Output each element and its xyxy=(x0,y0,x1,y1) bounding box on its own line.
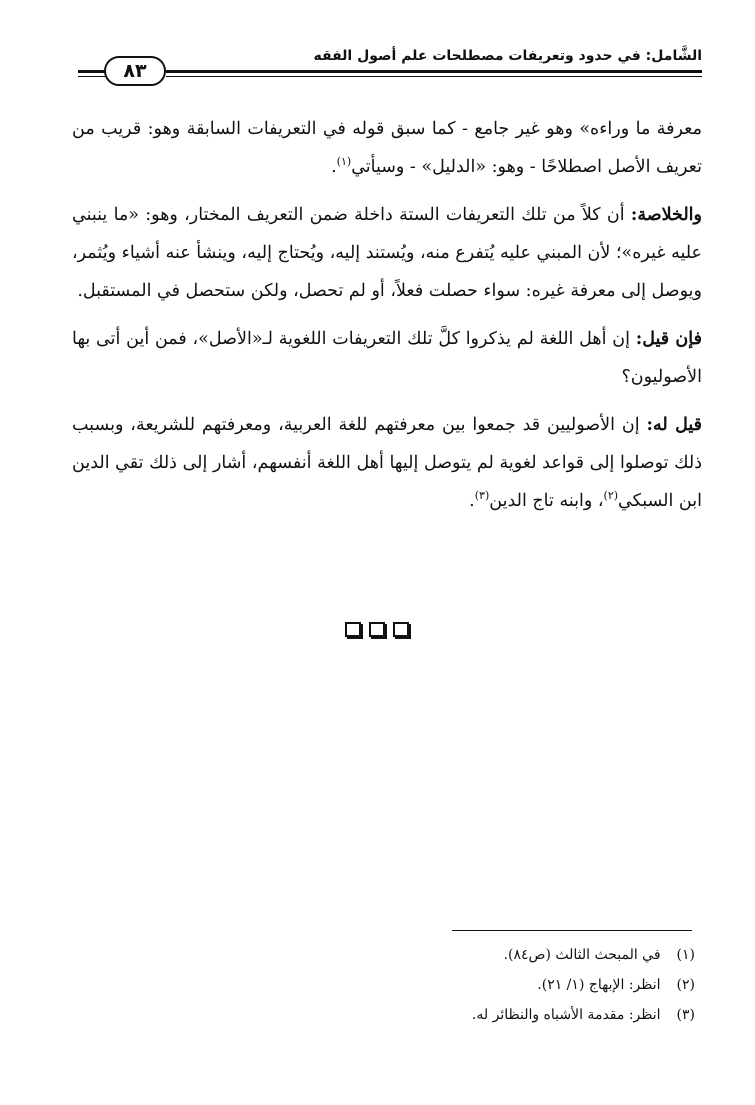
paragraph-lead: فإن قيل: xyxy=(635,329,702,349)
footnote-number: (١) xyxy=(676,947,695,963)
footnote-rule xyxy=(452,930,692,931)
paragraph-mid: ، وابنه تاج الدين xyxy=(489,491,604,511)
separator-square-icon xyxy=(369,622,385,637)
header-rule-left-thick xyxy=(78,70,106,73)
footnote-2 xyxy=(295,970,695,1000)
page-number xyxy=(104,56,166,86)
footnote-text: في المبحث الثالث (ص٨٤). xyxy=(503,947,661,963)
paragraph-text: معرفة ما وراءه» وهو غير جامع - كما سبق قوله في التعريفات السابقة وهو: قريب من تعريف الأصل اصطلاحًا - وهو: «الدليل» - وسيأتي xyxy=(72,119,702,177)
footnote-1 xyxy=(295,940,695,970)
footnote-ref-1: (١) xyxy=(336,155,352,169)
running-title: الشَّامل: في حدود وتعريفات مصطلحات علم أصول الفقه xyxy=(313,48,702,64)
footnote-text: انظر: مقدمة الأشباه والنظائر له. xyxy=(471,1007,661,1023)
section-separator xyxy=(345,622,409,637)
header-rule-thick xyxy=(166,70,702,73)
footnote-number: (٣) xyxy=(676,1007,695,1023)
footnote-ref-3: (٣) xyxy=(474,489,490,503)
header-rule-thin xyxy=(166,76,702,77)
header-rule-left-thin xyxy=(78,76,106,77)
paragraph-text: إن الأصوليين قد جمعوا بين معرفتهم للغة العربية، ومعرفتهم للشريعة، وبسبب ذلك توصلوا إلى قواعد لغوية لم يتوصل إليها أهل اللغة أنفسهم، أشار إلى ذلك تقي الدين ابن السبكي xyxy=(72,415,702,511)
page-number-text: ٨٣ xyxy=(123,60,147,82)
paragraph-question xyxy=(72,320,702,396)
paragraph-tail: . xyxy=(469,491,475,511)
footnotes xyxy=(295,940,695,1030)
paragraph-lead: قيل له: xyxy=(646,415,702,435)
paragraph-summary xyxy=(72,196,702,310)
body-text xyxy=(72,110,702,530)
footnote-number: (٢) xyxy=(676,977,695,993)
footnote-3 xyxy=(295,1000,695,1030)
footnote-text: انظر: الإبهاج (١/ ٢١). xyxy=(537,977,661,993)
paragraph-tail: . xyxy=(331,157,337,177)
paragraph-continuation xyxy=(72,110,702,186)
paragraph-answer xyxy=(72,406,702,520)
separator-square-icon xyxy=(393,622,409,637)
paragraph-lead: والخلاصة: xyxy=(630,205,702,225)
separator-square-icon xyxy=(345,622,361,637)
paragraph-text: أن كلاً من تلك التعريفات الستة داخلة ضمن التعريف المختار، وهو: «ما ينبني عليه غيره»؛ لأن المبني عليه يُتفرع منه، ويُستند إليه، ويُحتاج إليه، وينشأ عنه أشياء ويُثمر، ويوصل إلى معرفة غيره: سواء حصلت فعلاً، أو لم تحصل، ولكن ستحصل في المستقبل. xyxy=(72,205,702,301)
page-header xyxy=(78,44,702,86)
footnote-ref-2: (٢) xyxy=(603,489,619,503)
paragraph-text: إن أهل اللغة لم يذكروا كلَّ تلك التعريفات اللغوية لـ«الأصل»، فمن أين أتى بها الأصوليون؟ xyxy=(72,329,702,387)
